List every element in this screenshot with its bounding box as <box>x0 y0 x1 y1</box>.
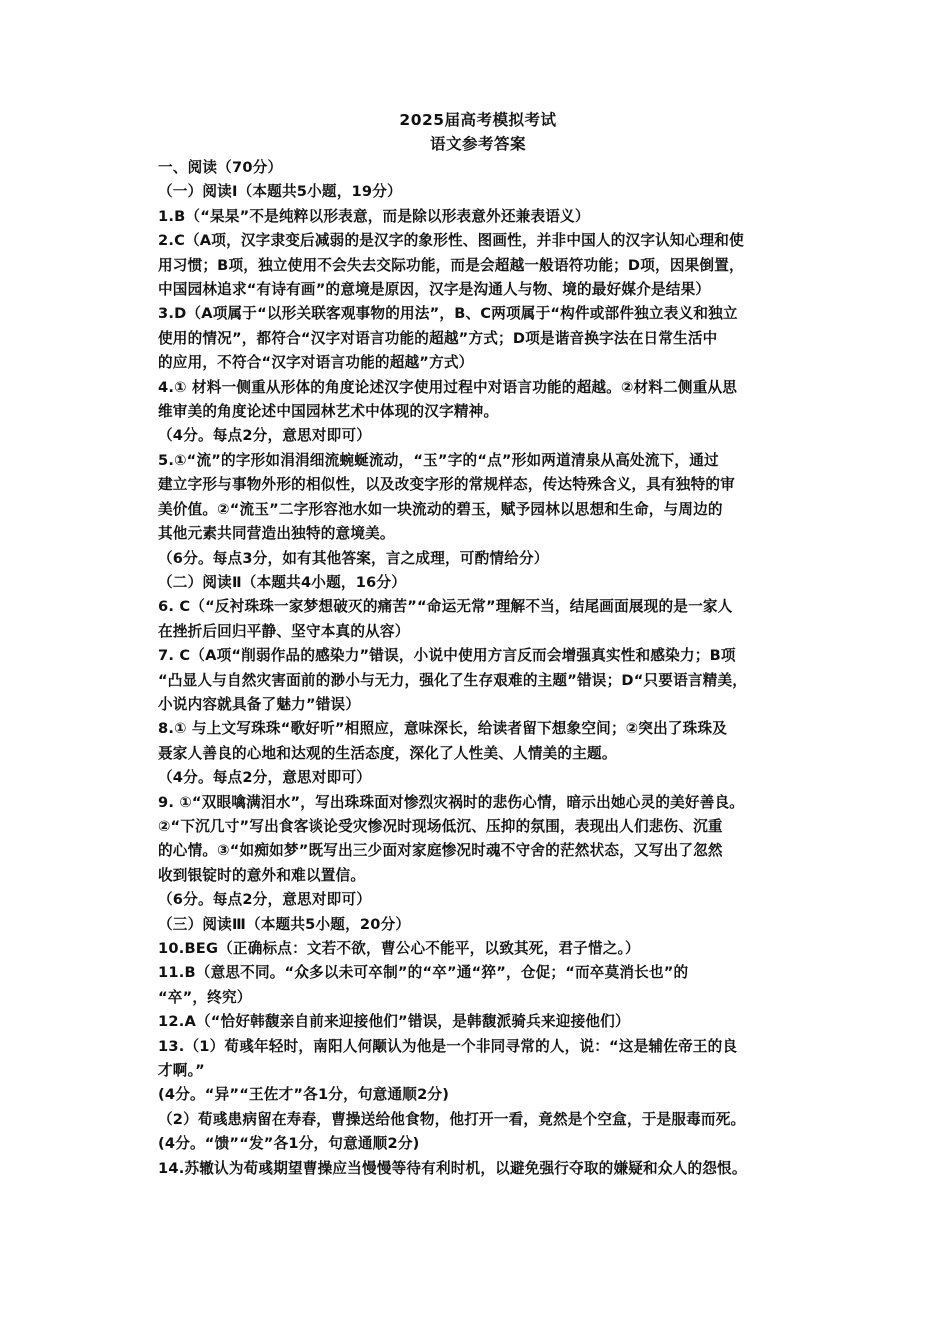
answer-line: 美价值。②“流玉”二字形容池水如一块流动的碧玉，赋予园林以思想和生命，与周边的 <box>158 500 723 518</box>
answer-line: 的应用，不符合“汉字对语言功能的超越”方式） <box>158 354 474 372</box>
answer-line: 8.① 与上文写珠珠“歌好听”相照应，意味深长，给读者留下想象空间；②突出了珠珠及 <box>158 720 728 738</box>
answer-line: 一、阅读（70分） <box>158 159 283 176</box>
answer-line: （6分。每点3分，如有其他答案，言之成理，可酌情给分） <box>158 549 549 567</box>
answer-line: 聂家人善良的心地和达观的生活态度，深化了人性美、人情美的主题。 <box>158 744 617 762</box>
answer-line: 才啊。” <box>158 1062 205 1080</box>
answer-line: 14.苏辙认为荀彧期望曹操应当慢慢等待有利时机，以避免强行夺取的嫌疑和众人的怨恨。 <box>158 1159 747 1177</box>
answer-line: （6分。每点2分，意思对即可） <box>158 891 372 909</box>
exam-title: 2025届高考模拟考试 <box>399 111 557 129</box>
answer-line: 2.C（A项，汉字隶变后减弱的是汉字的象形性、图画性，并非中国人的汉字认知心理和使 <box>158 232 744 250</box>
answer-line: 6. C（“反衬珠珠一家梦想破灭的痛苦”“命运无常”理解不当，结尾画面展现的是一家人 <box>158 598 733 616</box>
answer-line: （一）阅读Ⅰ（本题共5小题，19分） <box>158 183 402 201</box>
answer-line: （三）阅读Ⅲ（本题共5小题，20分） <box>158 915 411 933</box>
answer-line: 1.B（“杲杲”不是纯粹以形表意，而是除以形表意外还兼表语义） <box>158 207 590 225</box>
answer-line: （2）荀彧患病留在寿春，曹操送给他食物，他打开一看，竟然是个空盒，于是服毒而死。 <box>158 1110 746 1128</box>
answer-body <box>158 156 798 1181</box>
answer-line: （4分。每点2分，意思对即可） <box>158 769 372 787</box>
answer-line: 13.（1）荀彧年轻时，南阳人何颙认为他是一个非同寻常的人，说：“这是辅佐帝王的良 <box>158 1037 738 1055</box>
answer-line: (4分。“馈”“发”各1分，句意通顺2分) <box>158 1135 420 1153</box>
answer-line: （二）阅读Ⅱ（本题共4小题，16分） <box>158 573 406 591</box>
answer-line: （4分。每点2分，意思对即可） <box>158 427 372 445</box>
answer-line: 其他元素共同营造出独特的意境美。 <box>158 525 395 543</box>
answer-line: 7. C（A项“削弱作品的感染力”错误，小说中使用方言反而会增强真实性和感染力；B项 <box>158 647 736 665</box>
answer-line: 4.① 材料一侧重从形体的角度论述汉字使用过程中对语言功能的超越。②材料二侧重从思 <box>158 378 738 396</box>
answer-line: 在挫折后回归平静、坚守本真的从容） <box>158 622 410 640</box>
answer-line: 使用的情况”，都符合“汉字对语言功能的超越”方式；D项是谐音换字法在日常生活中 <box>158 329 718 347</box>
answer-line: 11.B（意思不同。“众多以未可卒制”的“卒”通“猝”，仓促；“而卒莫消长也”的 <box>158 964 689 982</box>
answer-line: ②“下沉几寸”写出食客谈论受灾惨况时现场低沉、压抑的氛围，表现出人们悲伤、沉重 <box>158 817 723 835</box>
answer-line: 10.BEG（正确标点：文若不欲，曹公心不能平，以致其死，君子惜之。） <box>158 940 640 957</box>
answer-line: 9. ①“双眼噙满泪水”，写出珠珠面对惨烈灾祸时的悲伤心情，暗示出她心灵的美好善良。 <box>158 793 745 811</box>
answer-line: 12.A（“恰好韩馥亲自前来迎接他们”错误，是韩馥派骑兵来迎接他们） <box>158 1013 630 1031</box>
answer-sheet <box>158 108 798 1181</box>
answer-line: 收到银锭时的意外和难以置信。 <box>158 866 366 884</box>
exam-subtitle: 语文参考答案 <box>429 135 526 153</box>
answer-line: 中国园林追求“有诗有画”的意境是原因，汉字是沟通人与物、境的最好媒介是结果） <box>158 281 711 299</box>
answer-line: 3.D（A项属于“以形关联客观事物的用法”，B、C两项属于“构件或部件独立表义和独立 <box>158 305 738 323</box>
answer-line: “凸显人与自然灾害面前的渺小与无力，强化了生存艰难的主题”错误；D“只要语言精美， <box>158 671 748 689</box>
answer-line: 用习惯；B项，独立使用不会失去交际功能，而是会超越一般语符功能；D项，因果倒置， <box>158 256 744 274</box>
answer-line: 的心情。③“如痴如梦”既写出三少面对家庭惨况时魂不守舍的茫然状态，又写出了忽然 <box>158 842 723 860</box>
answer-line: 维审美的角度论述中国园林艺术中体现的汉字精神。 <box>158 403 499 421</box>
answer-line: “卒”，终究） <box>158 988 252 1006</box>
answer-line: 5.①“流”的字形如涓涓细流蜿蜒流动，“玉”字的“点”形如两道清泉从高处流下，通过 <box>158 451 719 469</box>
answer-line: (4分。“异”“王佐才”各1分，句意通顺2分) <box>158 1086 450 1104</box>
answer-line: 小说内容就具备了魅力”错误） <box>158 695 361 713</box>
answer-line: 建立字形与事物外形的相似性，以及改变字形的常规样态，传达特殊含义，具有独特的审 <box>158 476 735 494</box>
